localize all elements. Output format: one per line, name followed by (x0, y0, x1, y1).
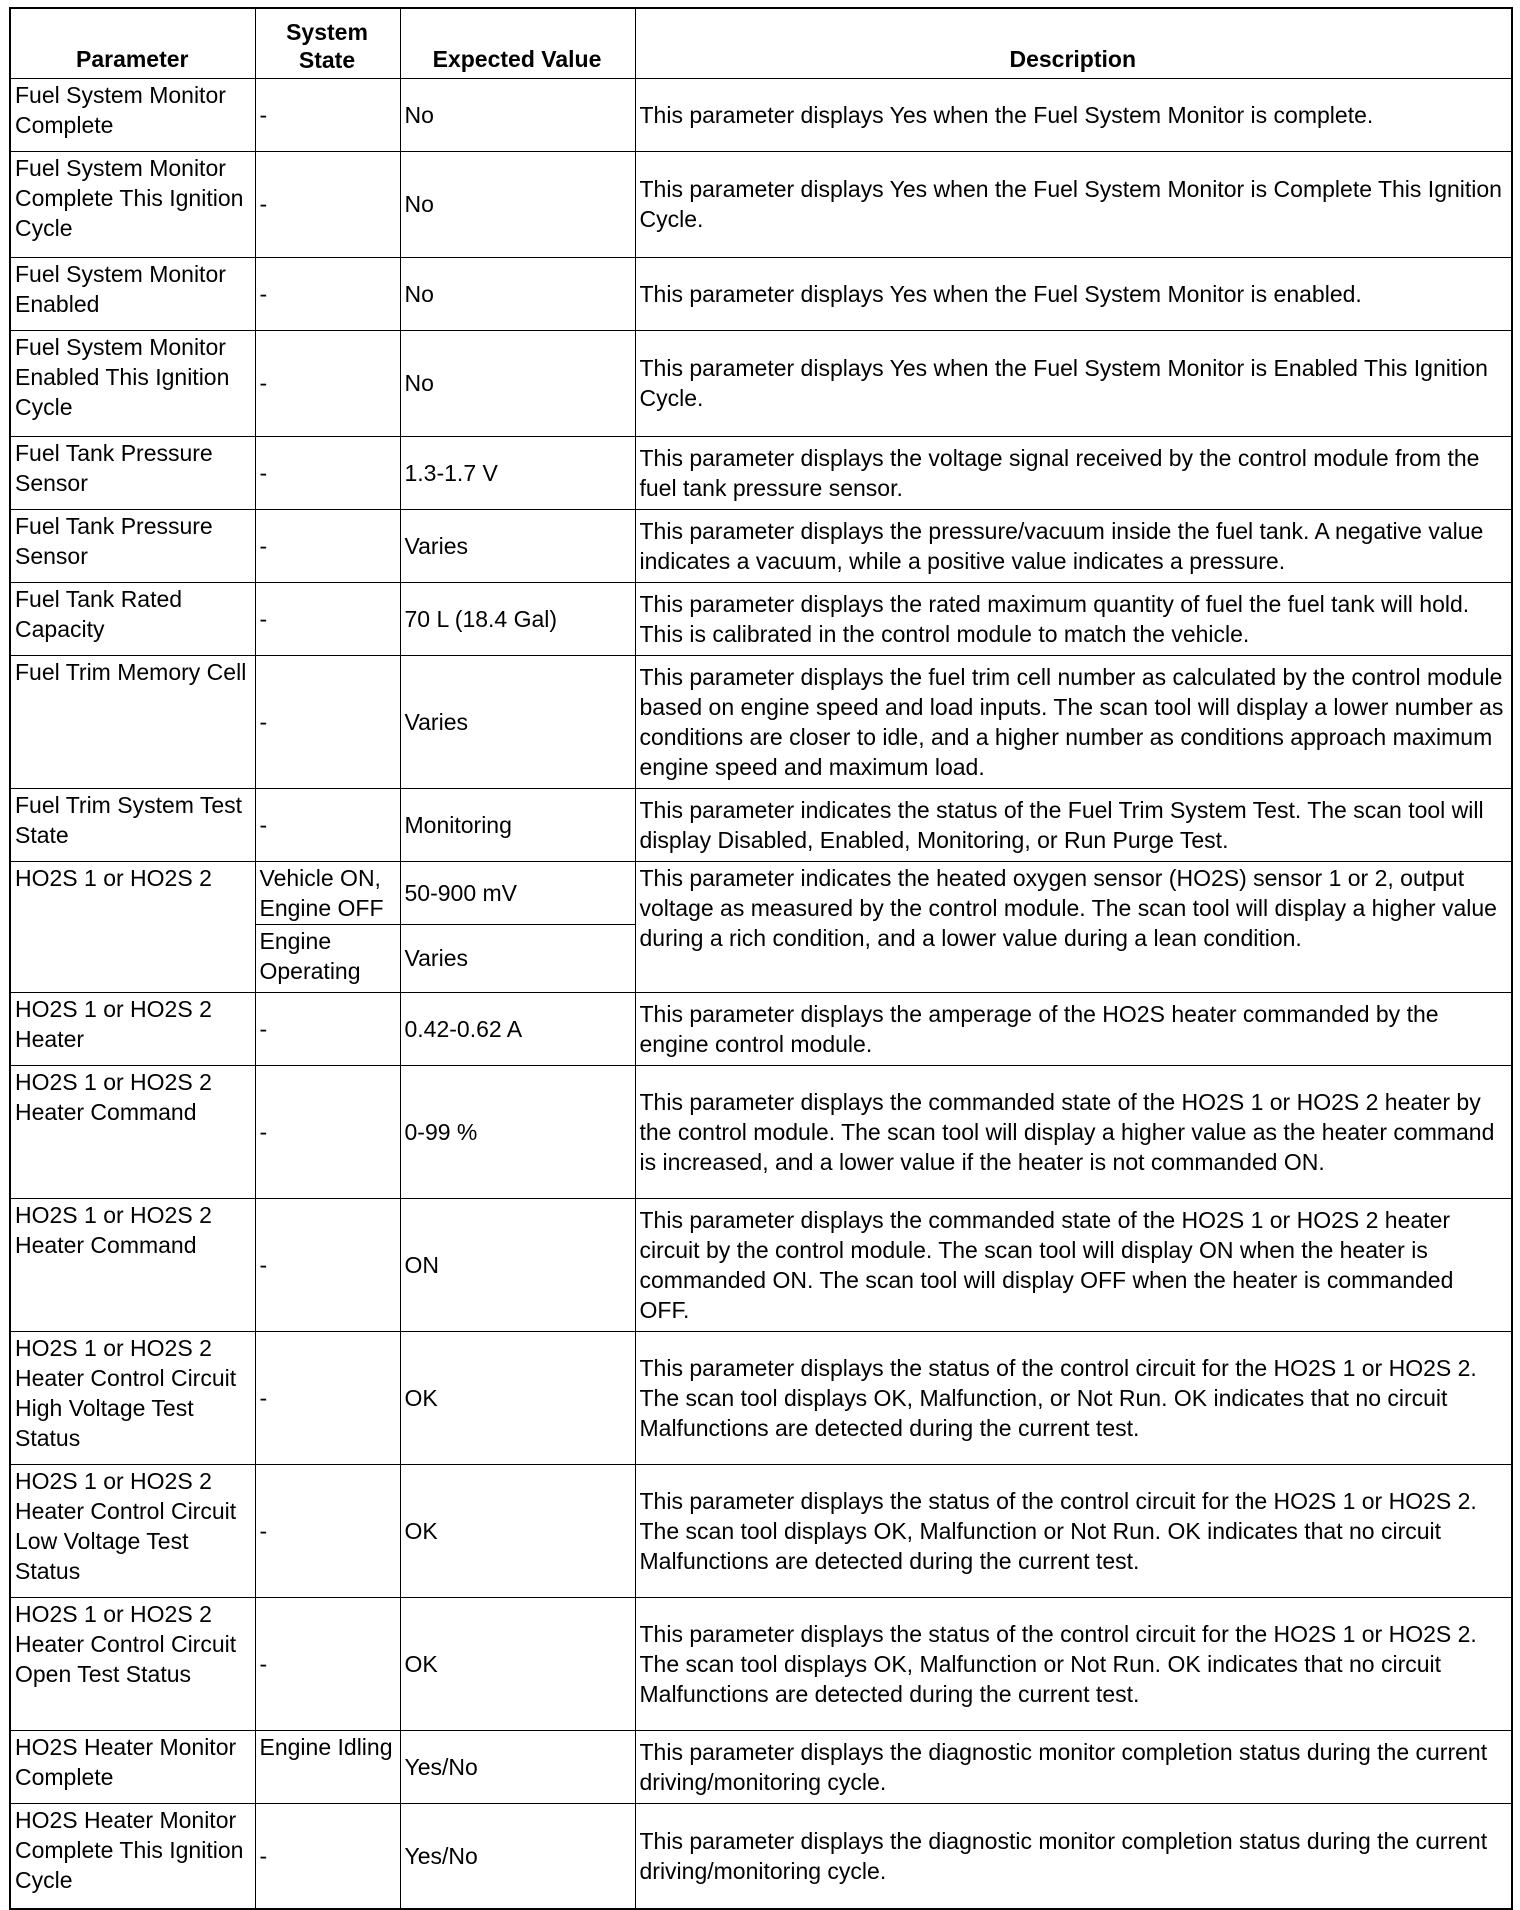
table-row (10, 655, 1512, 788)
expected-value-cell: OK (400, 1464, 635, 1597)
expected-value-cell: Varies (400, 924, 635, 992)
parameter-table-container (9, 7, 1511, 1910)
expected-value-cell: No (400, 257, 635, 330)
expected-value-cell: ON (400, 1198, 635, 1331)
system-state-cell: - (255, 1331, 400, 1464)
table-row (10, 78, 1512, 151)
expected-value-cell: OK (400, 1597, 635, 1730)
system-state-cell: - (255, 1065, 400, 1198)
table-row (10, 992, 1512, 1065)
description-cell: This parameter displays the rated maximum quantity of fuel the fuel tank will hold. This is calibrated in the control module to match the vehicle. (635, 582, 1512, 655)
table-row (10, 257, 1512, 330)
table-row (10, 151, 1512, 257)
system-state-cell: - (255, 436, 400, 509)
table-body (10, 78, 1512, 1909)
description-cell: This parameter displays Yes when the Fuel System Monitor is complete. (635, 78, 1512, 151)
parameter-cell: HO2S 1 or HO2S 2 Heater Command (10, 1065, 255, 1198)
parameter-cell: Fuel Trim System Test State (10, 788, 255, 861)
expected-value-cell: OK (400, 1331, 635, 1464)
system-state-cell: - (255, 257, 400, 330)
description-cell: This parameter indicates the heated oxygen sensor (HO2S) sensor 1 or 2, output voltage as measured by the control module. The scan tool will display a higher value during a rich condition, and a lower value during a lean condition. (635, 861, 1512, 992)
system-state-cell: - (255, 78, 400, 151)
description-cell: This parameter displays the diagnostic monitor completion status during the current driving/monitoring cycle. (635, 1730, 1512, 1803)
expected-value-cell: Varies (400, 655, 635, 788)
description-cell: This parameter displays Yes when the Fuel System Monitor is Complete This Ignition Cycle. (635, 151, 1512, 257)
expected-value-cell: 0-99 % (400, 1065, 635, 1198)
description-cell: This parameter displays the diagnostic monitor completion status during the current driving/monitoring cycle. (635, 1803, 1512, 1909)
description-cell: This parameter displays the status of the control circuit for the HO2S 1 or HO2S 2. The scan tool displays OK, Malfunction or Not Run. OK indicates that no circuit Malfunctions are detected during the current test. (635, 1464, 1512, 1597)
system-state-cell: - (255, 509, 400, 582)
description-cell: This parameter displays the amperage of the HO2S heater commanded by the engine control module. (635, 992, 1512, 1065)
description-cell: This parameter displays Yes when the Fuel System Monitor is Enabled This Ignition Cycle. (635, 330, 1512, 436)
parameter-cell: HO2S Heater Monitor Complete This Ignition Cycle (10, 1803, 255, 1909)
parameter-cell: HO2S 1 or HO2S 2 (10, 861, 255, 992)
system-state-cell: - (255, 582, 400, 655)
description-cell: This parameter displays the commanded state of the HO2S 1 or HO2S 2 heater by the control module. The scan tool will display a higher value as the heater command is increased, and a lower value if the heater is not commanded ON. (635, 1065, 1512, 1198)
parameter-cell: HO2S 1 or HO2S 2 Heater Control Circuit High Voltage Test Status (10, 1331, 255, 1464)
table-row (10, 1464, 1512, 1597)
expected-value-cell: 50-900 mV (400, 861, 635, 924)
parameter-cell: Fuel Tank Pressure Sensor (10, 436, 255, 509)
table-row (10, 1597, 1512, 1730)
expected-value-cell: No (400, 330, 635, 436)
system-state-cell: Engine Idling (255, 1730, 400, 1803)
system-state-cell: - (255, 151, 400, 257)
system-state-cell: - (255, 1597, 400, 1730)
header-system-state (255, 8, 400, 78)
parameter-cell: Fuel Tank Pressure Sensor (10, 509, 255, 582)
description-cell: This parameter displays the voltage signal received by the control module from the fuel tank pressure sensor. (635, 436, 1512, 509)
description-cell: This parameter indicates the status of the Fuel Trim System Test. The scan tool will display Disabled, Enabled, Monitoring, or Run Purge Test. (635, 788, 1512, 861)
table-row (10, 1065, 1512, 1198)
parameter-cell: Fuel System Monitor Enabled This Ignition Cycle (10, 330, 255, 436)
system-state-cell: - (255, 1803, 400, 1909)
table-row (10, 1730, 1512, 1803)
parameter-cell: Fuel System Monitor Enabled (10, 257, 255, 330)
parameter-cell: Fuel System Monitor Complete (10, 78, 255, 151)
header-expected-value: Expected Value (400, 8, 635, 78)
system-state-cell: - (255, 655, 400, 788)
parameter-cell: Fuel Tank Rated Capacity (10, 582, 255, 655)
system-state-cell: - (255, 1198, 400, 1331)
table-row (10, 788, 1512, 861)
description-cell: This parameter displays the commanded state of the HO2S 1 or HO2S 2 heater circuit by the control module. The scan tool will display ON when the heater is commanded ON. The scan tool will display OFF when the heater is commanded OFF. (635, 1198, 1512, 1331)
expected-value-cell: Yes/No (400, 1730, 635, 1803)
table-row (10, 509, 1512, 582)
system-state-cell: - (255, 788, 400, 861)
system-state-cell: Vehicle ON, Engine OFF (255, 861, 400, 924)
description-cell: This parameter displays the status of the control circuit for the HO2S 1 or HO2S 2. The scan tool displays OK, Malfunction, or Not Run. OK indicates that no circuit Malfunctions are detected during the current test. (635, 1331, 1512, 1464)
system-state-cell: - (255, 992, 400, 1065)
expected-value-cell: No (400, 151, 635, 257)
table-row (10, 436, 1512, 509)
parameter-cell: HO2S Heater Monitor Complete (10, 1730, 255, 1803)
expected-value-cell: Varies (400, 509, 635, 582)
description-cell: This parameter displays Yes when the Fuel System Monitor is enabled. (635, 257, 1512, 330)
table-row (10, 1803, 1512, 1909)
table-row (10, 1331, 1512, 1464)
parameter-cell: Fuel System Monitor Complete This Ignition Cycle (10, 151, 255, 257)
parameter-table (9, 7, 1513, 1910)
description-cell: This parameter displays the pressure/vacuum inside the fuel tank. A negative value indicates a vacuum, while a positive value indicates a pressure. (635, 509, 1512, 582)
expected-value-cell: 70 L (18.4 Gal) (400, 582, 635, 655)
expected-value-cell: No (400, 78, 635, 151)
table-row (10, 330, 1512, 436)
parameter-cell: HO2S 1 or HO2S 2 Heater Control Circuit Open Test Status (10, 1597, 255, 1730)
system-state-cell: - (255, 330, 400, 436)
table-row (10, 1198, 1512, 1331)
description-cell: This parameter displays the fuel trim cell number as calculated by the control module based on engine speed and load inputs. The scan tool will display a lower number as conditions are closer to idle, and a higher number as conditions approach maximum engine speed and maximum load. (635, 655, 1512, 788)
header-parameter: Parameter (10, 8, 255, 78)
parameter-cell: HO2S 1 or HO2S 2 Heater Control Circuit Low Voltage Test Status (10, 1464, 255, 1597)
expected-value-cell: Monitoring (400, 788, 635, 861)
header-row (10, 8, 1512, 78)
header-system-state-label: System State (286, 18, 368, 73)
system-state-cell: - (255, 1464, 400, 1597)
expected-value-cell: 1.3-1.7 V (400, 436, 635, 509)
table-row (10, 582, 1512, 655)
table-row (10, 861, 1512, 924)
parameter-cell: HO2S 1 or HO2S 2 Heater Command (10, 1198, 255, 1331)
expected-value-cell: Yes/No (400, 1803, 635, 1909)
expected-value-cell: 0.42-0.62 A (400, 992, 635, 1065)
description-cell: This parameter displays the status of the control circuit for the HO2S 1 or HO2S 2. The scan tool displays OK, Malfunction or Not Run. OK indicates that no circuit Malfunctions are detected during the current test. (635, 1597, 1512, 1730)
system-state-cell: Engine Operating (255, 924, 400, 992)
parameter-cell: Fuel Trim Memory Cell (10, 655, 255, 788)
parameter-cell: HO2S 1 or HO2S 2 Heater (10, 992, 255, 1065)
header-description: Description (635, 8, 1512, 78)
